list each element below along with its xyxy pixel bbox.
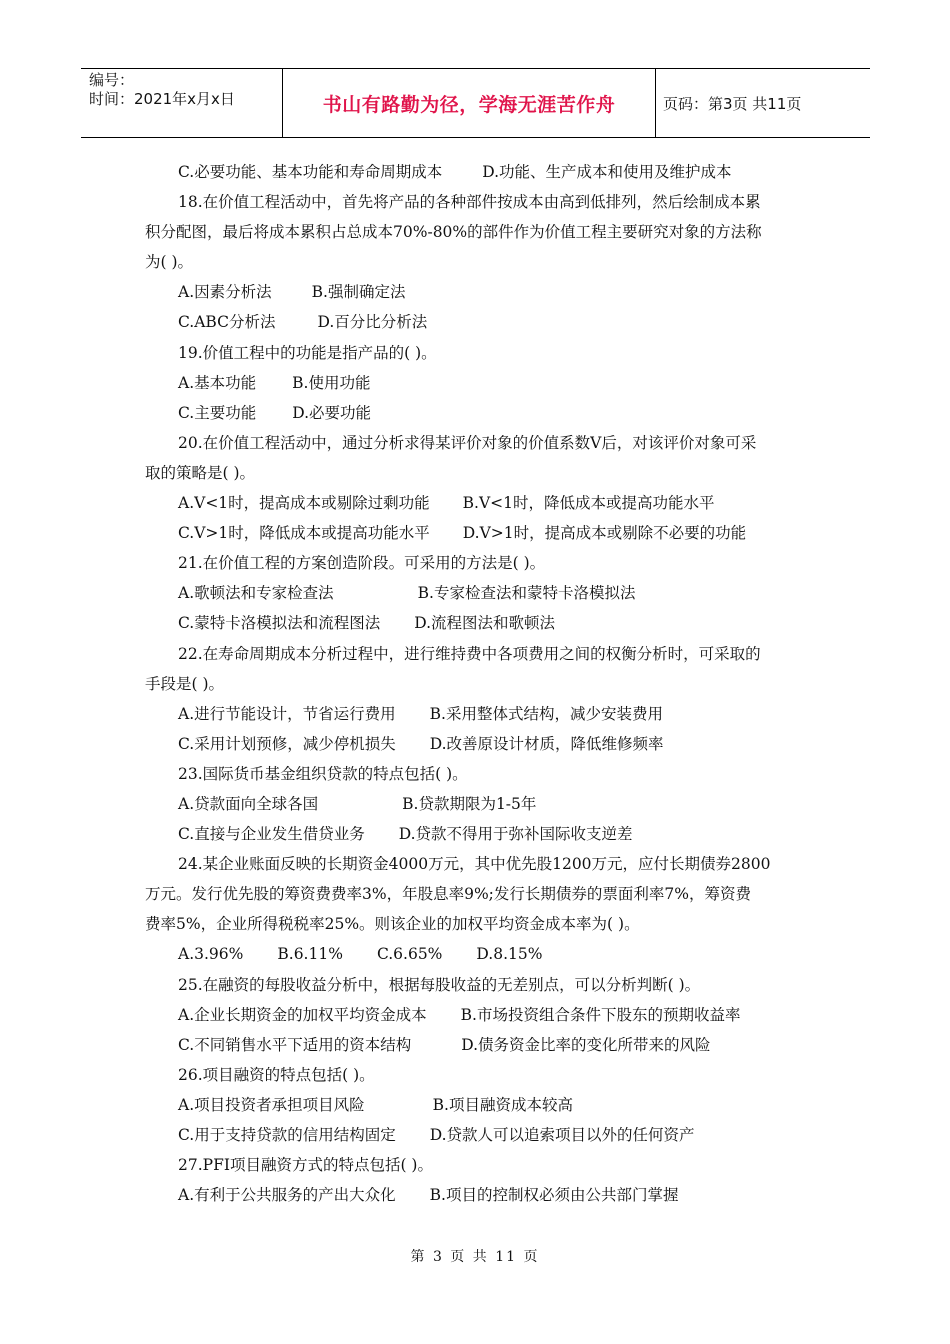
option-text: A.项目投资者承担项目风险 bbox=[178, 1095, 365, 1114]
option-text: D.百分比分析法 bbox=[317, 313, 428, 332]
option-text: C.必要功能、基本功能和寿命周期成本 bbox=[178, 163, 443, 181]
option-text: D.债务资金比率的变化所带来的风险 bbox=[461, 1035, 711, 1054]
option-text: C.不同销售水平下适用的资本结构 bbox=[178, 1035, 412, 1054]
option-text: A.V<1时，提高成本或剔除过剩功能 bbox=[178, 494, 430, 513]
option-text: B.V<1时，降低成本或提高功能水平 bbox=[462, 494, 715, 513]
option-text: A.有利于公共服务的产出大众化 bbox=[178, 1186, 396, 1205]
option-text: A.基本功能 bbox=[178, 373, 257, 392]
header-meta bbox=[89, 71, 235, 109]
question-text: 27.PFI项目融资方式的特点包括( )。 bbox=[178, 1156, 433, 1175]
option-row bbox=[145, 398, 810, 428]
question-text: 20.在价值工程活动中，通过分析求得某评价对象的价值系数V后，对该评价对象可采 bbox=[178, 433, 757, 452]
document-body bbox=[145, 157, 810, 1210]
option-row bbox=[145, 1120, 810, 1150]
option-text: C.直接与企业发生借贷业务 bbox=[178, 825, 365, 844]
option-row bbox=[145, 157, 810, 187]
question-text: 24.某企业账面反映的长期资金4000万元，其中优先股1200万元，应付长期债券2800 bbox=[178, 855, 771, 874]
option-row bbox=[145, 368, 810, 398]
option-text: A.3.96% bbox=[178, 945, 244, 964]
question-text-continued: 手段是( )。 bbox=[145, 674, 225, 693]
option-text: B.市场投资组合条件下股东的预期收益率 bbox=[460, 1005, 741, 1024]
option-row bbox=[145, 518, 810, 548]
option-text: B.6.11% bbox=[277, 945, 343, 964]
option-text: A.歌顿法和专家检查法 bbox=[178, 584, 334, 603]
option-row bbox=[145, 1030, 810, 1060]
option-text: C.蒙特卡洛模拟法和流程图法 bbox=[178, 614, 381, 633]
option-row bbox=[145, 307, 810, 337]
option-text: D.必要功能 bbox=[292, 403, 372, 422]
document-date-label: 时间：2021年x月x日 bbox=[89, 90, 235, 108]
question-text: 25.在融资的每股收益分析中，根据每股收益的无差别点，可以分析判断( )。 bbox=[178, 975, 701, 994]
option-row bbox=[145, 488, 810, 518]
option-text: A.企业长期资金的加权平均资金成本 bbox=[178, 1005, 427, 1024]
header-divider bbox=[655, 69, 656, 137]
document-number-label: 编号： bbox=[89, 71, 135, 89]
option-row bbox=[145, 819, 810, 849]
page-header bbox=[81, 68, 870, 138]
option-text: D.8.15% bbox=[476, 945, 543, 964]
header-motto: 书山有路勤为径，学海无涯苦作舟 bbox=[322, 94, 616, 116]
question-text-continued: 为( )。 bbox=[145, 253, 194, 272]
question-text: 23.国际货币基金组织贷款的特点包括( )。 bbox=[178, 764, 468, 783]
option-row bbox=[145, 789, 810, 819]
question-text: 22.在寿命周期成本分析过程中，进行维持费中各项费用之间的权衡分析时，可采取的 bbox=[178, 644, 761, 663]
option-text: B.项目的控制权必须由公共部门掌握 bbox=[429, 1186, 679, 1205]
option-row bbox=[145, 578, 810, 608]
option-row bbox=[145, 277, 810, 307]
option-row bbox=[145, 699, 810, 729]
option-text: B.强制确定法 bbox=[311, 283, 406, 302]
page-footer: 第 3 页 共 11 页 bbox=[410, 1249, 540, 1265]
option-row bbox=[145, 1090, 810, 1120]
option-text: B.项目融资成本较高 bbox=[432, 1095, 573, 1114]
question-text-continued: 积分配图，最后将成本累积占总成本70%-80%的部件作为价值工程主要研究对象的方法称 bbox=[145, 223, 762, 242]
header-page-info: 页码：第3页 共11页 bbox=[663, 95, 802, 113]
option-text: D.贷款不得用于弥补国际收支逆差 bbox=[398, 825, 633, 844]
option-text: A.贷款面向全球各国 bbox=[178, 794, 319, 813]
option-row bbox=[145, 1000, 810, 1030]
question-text: 21.在价值工程的方案创造阶段。可采用的方法是( )。 bbox=[178, 554, 546, 573]
option-text: A.进行节能设计，节省运行费用 bbox=[178, 704, 396, 723]
option-text: D.贷款人可以追索项目以外的任何资产 bbox=[429, 1126, 695, 1144]
option-text: A.因素分析法 bbox=[178, 283, 272, 302]
option-text: C.用于支持贷款的信用结构固定 bbox=[178, 1126, 396, 1144]
option-text: B.专家检查法和蒙特卡洛模拟法 bbox=[417, 584, 636, 603]
option-row bbox=[145, 939, 810, 969]
option-text: D.V>1时，提高成本或剔除不必要的功能 bbox=[462, 524, 747, 543]
option-text: B.使用功能 bbox=[292, 373, 371, 392]
option-text: C.ABC分析法 bbox=[178, 313, 276, 332]
option-text: D.流程图法和歌顿法 bbox=[414, 614, 556, 633]
question-text-continued: 费率5%，企业所得税税率25%。则该企业的加权平均资金成本率为( )。 bbox=[145, 915, 640, 934]
option-text: C.采用计划预修，减少停机损失 bbox=[178, 734, 396, 753]
question-text: 18.在价值工程活动中，首先将产品的各种部件按成本由高到低排列，然后绘制成本累 bbox=[178, 193, 761, 212]
option-text: D.改善原设计材质，降低维修频率 bbox=[429, 734, 664, 753]
question-text: 26.项目融资的特点包括( )。 bbox=[178, 1065, 375, 1084]
question-text-continued: 万元。发行优先股的筹资费费率3%，年股息率9%;发行长期债券的票面利率7%，筹资费 bbox=[145, 885, 751, 904]
option-text: C.6.65% bbox=[376, 945, 443, 964]
option-text: C.主要功能 bbox=[178, 403, 257, 422]
option-text: B.贷款期限为1-5年 bbox=[402, 794, 537, 813]
question-text-continued: 取的策略是( )。 bbox=[145, 463, 256, 482]
option-text: B.采用整体式结构，减少安装费用 bbox=[429, 704, 663, 723]
option-text: D.功能、生产成本和使用及维护成本 bbox=[482, 163, 732, 181]
option-row bbox=[145, 1180, 810, 1210]
option-text: C.V>1时，降低成本或提高功能水平 bbox=[178, 524, 430, 543]
question-text: 19.价值工程中的功能是指产品的( )。 bbox=[178, 343, 437, 362]
option-row bbox=[145, 729, 810, 759]
option-row bbox=[145, 608, 810, 638]
